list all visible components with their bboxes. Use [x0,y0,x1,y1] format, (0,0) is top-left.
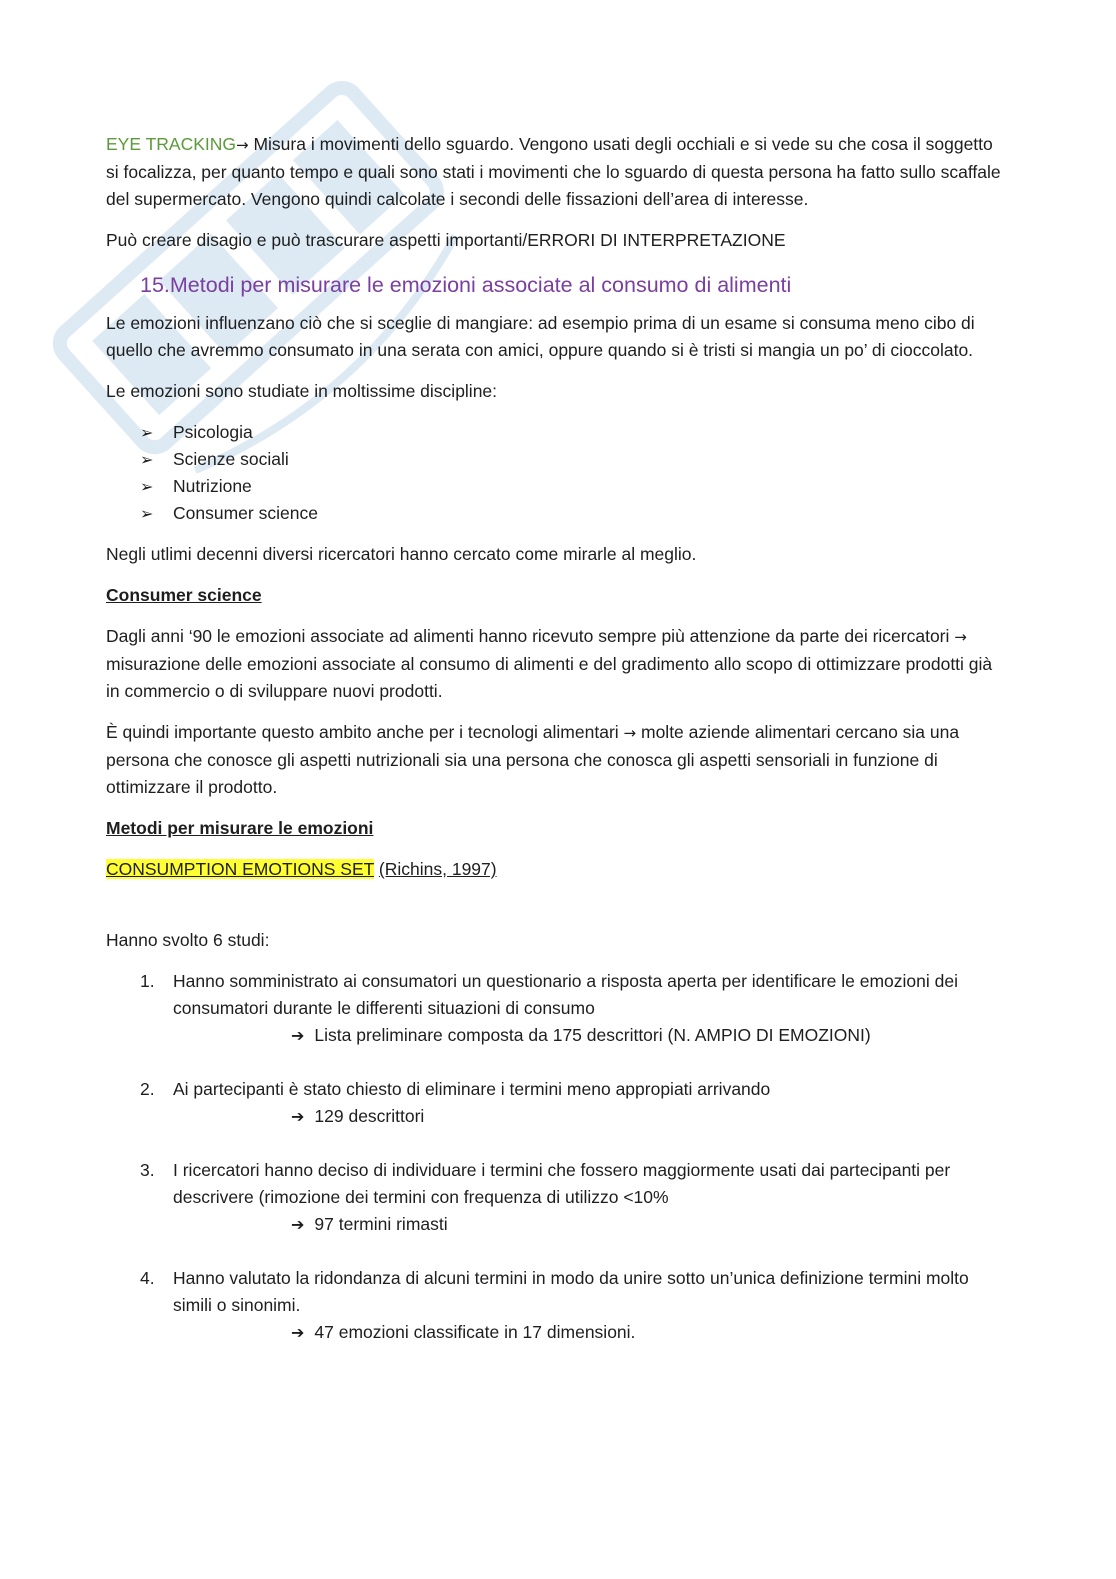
list-item: 4. Hanno valutato la ridondanza di alcuni termini in modo da unire sotto un’unica definizione termini molto simili o sinonimi. ➔ 47 emozioni classificate in 17 dimensioni. [106,1265,1006,1346]
list-item: 3. I ricercatori hanno deciso di individuare i termini che fossero maggiormente usati dai partecipanti per descrivere (rimozione dei termini con frequenza di utilizzo <10% ➔ 97 termini rimasti [106,1157,1006,1238]
list-item: ➢ Consumer science [106,500,1006,527]
section-title [140,268,1006,302]
recent-paragraph: Negli utlimi decenni diversi ricercatori hanno cercato come mirarle al meglio. [106,544,697,564]
eye-tracking-limits: Può creare disagio e può trascurare aspetti importanti/ERRORI DI INTERPRETAZIONE [106,230,786,250]
section-title-text: Metodi per misurare le emozioni associate al consumo di alimenti [169,273,792,297]
study-result: ➔ 97 termini rimasti [291,1214,448,1234]
arrow-icon: → [954,628,967,646]
methods-heading: Metodi per misurare le emozioni [106,818,374,838]
consumer-science-paragraph-1: Dagli anni ‘90 le emozioni associate ad alimenti hanno ricevuto sempre più attenzione da parte dei ricercatori → misurazione delle emozioni associate al consumo di alimenti e del gradimento allo scopo di ottimizzare prodotti già in commercio o di sviluppare nuovi prodotti. [106,626,993,701]
intro-paragraph: Le emozioni influenzano ciò che si sceglie di mangiare: ad esempio prima di un esame si consuma meno cibo di quello che avremmo consumato in una serata con amici, oppure quando si è tristi si mangia un po’ di cioccolato. [106,313,975,360]
bullet-arrow-icon: ➢ [140,477,154,496]
bullet-arrow-icon: ➢ [140,423,154,442]
bold-arrow-icon: ➔ [291,1107,305,1126]
study-result: ➔ 129 descrittori [291,1106,425,1126]
bold-arrow-icon: ➔ [291,1215,305,1234]
study-result: ➔ Lista preliminare composta da 175 descrittori (N. AMPIO DI EMOZIONI) [291,1025,871,1045]
list-item: ➢ Psicologia [106,419,1006,446]
eye-tracking-label: EYE TRACKING [106,134,236,154]
list-item: 1. Hanno somministrato ai consumatori un questionario a risposta aperta per identificare le emozioni dei consumatori durante le differenti situazioni di consumo ➔ Lista preliminare composta da 175 descrittori (N. AMPIO DI EMOZIONI) [106,968,1006,1049]
study-result: ➔ 47 emozioni classificate in 17 dimensioni. [291,1322,636,1342]
studies-list [106,968,1006,1346]
ces-label: CONSUMPTION EMOTIONS SET [106,859,375,879]
list-item: 2. Ai partecipanti è stato chiesto di eliminare i termini meno appropiati arrivando ➔ 129 descrittori [106,1076,1006,1130]
document-page [106,131,1006,1373]
eye-tracking-text: Misura i movimenti dello sguardo. Vengono usati degli occhiali e si vede su che cosa il soggetto si focalizza, per quanto tempo e quali sono stati i movimenti che lo sguardo di questa persona ha fatto sullo scaffale del supermercato. Vengono quindi calcolate i secondi delle fissazioni dell’area di interesse. [106,134,1001,209]
arrow-icon: → [623,724,637,742]
list-item: ➢ Nutrizione [106,473,1006,500]
bold-arrow-icon: ➔ [291,1323,305,1342]
disciplines-list [106,419,1006,527]
bullet-arrow-icon: ➢ [140,450,154,469]
bullet-arrow-icon: ➢ [140,504,154,523]
ces-title [106,856,1006,883]
studies-intro: Hanno svolto 6 studi: [106,930,270,950]
eye-tracking-paragraph [106,131,1006,213]
disciplines-intro: Le emozioni sono studiate in moltissime discipline: [106,381,498,401]
bold-arrow-icon: ➔ [291,1026,305,1045]
consumer-science-paragraph-2: È quindi importante questo ambito anche per i tecnologi alimentari → molte aziende alimentari cercano sia una persona che conosce gli aspetti nutrizionali sia una persona che conosca gli aspetti sensoriali in funzione di ottimizzare il prodotto. [106,722,960,797]
consumer-science-heading: Consumer science [106,585,262,605]
section-number: 15. [140,273,170,297]
ces-reference: (Richins, 1997) [378,859,497,879]
list-item: ➢ Scienze sociali [106,446,1006,473]
arrow-icon: → [236,136,249,154]
